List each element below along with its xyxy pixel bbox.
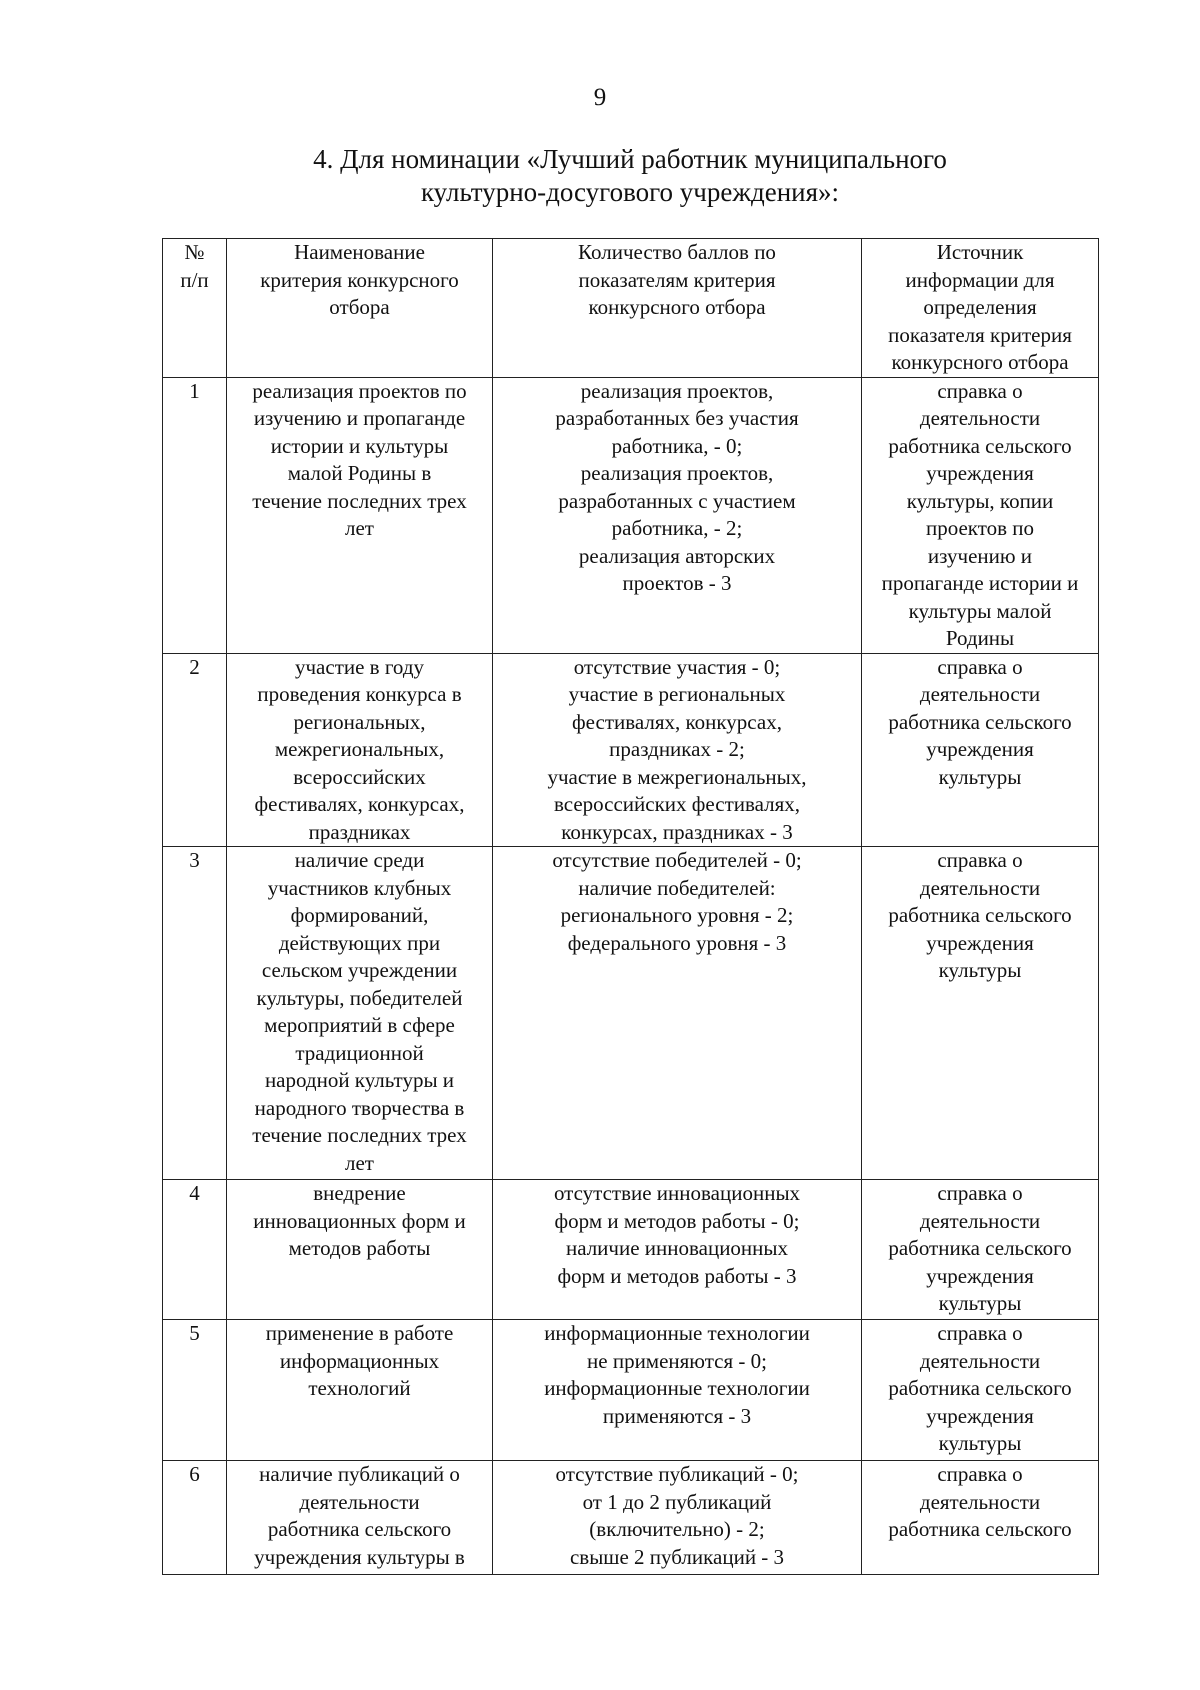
criteria-table [162, 238, 1099, 1575]
table-row [163, 1180, 1099, 1320]
row-num: 4 [163, 1180, 227, 1320]
table-row [163, 847, 1099, 1180]
row-num: 1 [163, 377, 227, 653]
row-points: реализация проектов, разработанных без участия работника, - 0; реализация проектов, разработанных с участием работника, - 2; реализация авторских проектов - 3 [493, 377, 862, 653]
row-source: справка о деятельности работника сельского [862, 1461, 1099, 1575]
header-points: Количество баллов по показателям критерия конкурсного отбора [493, 239, 862, 378]
header-num: № п/п [163, 239, 227, 378]
row-criterion: внедрение инновационных форм и методов работы [227, 1180, 493, 1320]
row-source: справка о деятельности работника сельского учреждения культуры [862, 847, 1099, 1180]
row-num: 3 [163, 847, 227, 1180]
table-header-row [163, 239, 1099, 378]
table-row [163, 1320, 1099, 1461]
row-source: справка о деятельности работника сельского учреждения культуры [862, 653, 1099, 847]
row-criterion: применение в работе информационных технологий [227, 1320, 493, 1461]
row-source: справка о деятельности работника сельского учреждения культуры [862, 1180, 1099, 1320]
table-row [163, 1461, 1099, 1575]
row-source: справка о деятельности работника сельского учреждения культуры [862, 1320, 1099, 1461]
row-points: отсутствие победителей - 0; наличие победителей: регионального уровня - 2; федерального уровня - 3 [493, 847, 862, 1180]
section-heading-line-1: 4. Для номинации «Лучший работник муниципального [313, 144, 947, 174]
row-points: отсутствие инновационных форм и методов работы - 0; наличие инновационных форм и методов работы - 3 [493, 1180, 862, 1320]
row-source: справка о деятельности работника сельского учреждения культуры, копии проектов по изучению и пропаганде истории и культуры малой Родины [862, 377, 1099, 653]
section-heading-line-2: культурно-досугового учреждения»: [420, 177, 840, 207]
header-source: Источник информации для определения показателя критерия конкурсного отбора [862, 239, 1099, 378]
header-name: Наименование критерия конкурсного отбора [227, 239, 493, 378]
row-num: 2 [163, 653, 227, 847]
row-num: 6 [163, 1461, 227, 1575]
table-row [163, 377, 1099, 653]
row-criterion: наличие публикаций о деятельности работника сельского учреждения культуры в [227, 1461, 493, 1575]
row-num: 5 [163, 1320, 227, 1461]
table-row [163, 653, 1099, 847]
row-criterion: наличие среди участников клубных формирований, действующих при сельском учреждении культуры, победителей мероприятий в сфере традиционной народной культуры и народного творчества в течение последних трех лет [227, 847, 493, 1180]
section-heading [0, 143, 1200, 209]
row-points: отсутствие публикаций - 0; от 1 до 2 публикаций (включительно) - 2; свыше 2 публикаций - 3 [493, 1461, 862, 1575]
row-points: отсутствие участия - 0; участие в региональных фестивалях, конкурсах, праздниках - 2; участие в межрегиональных, всероссийских фестивалях, конкурсах, праздниках - 3 [493, 653, 862, 847]
page-number: 9 [593, 84, 607, 111]
row-criterion: участие в году проведения конкурса в региональных, межрегиональных, всероссийских фестивалях, конкурсах, праздниках [227, 653, 493, 847]
row-criterion: реализация проектов по изучению и пропаганде истории и культуры малой Родины в течение последних трех лет [227, 377, 493, 653]
row-points: информационные технологии не применяются - 0; информационные технологии применяются - 3 [493, 1320, 862, 1461]
